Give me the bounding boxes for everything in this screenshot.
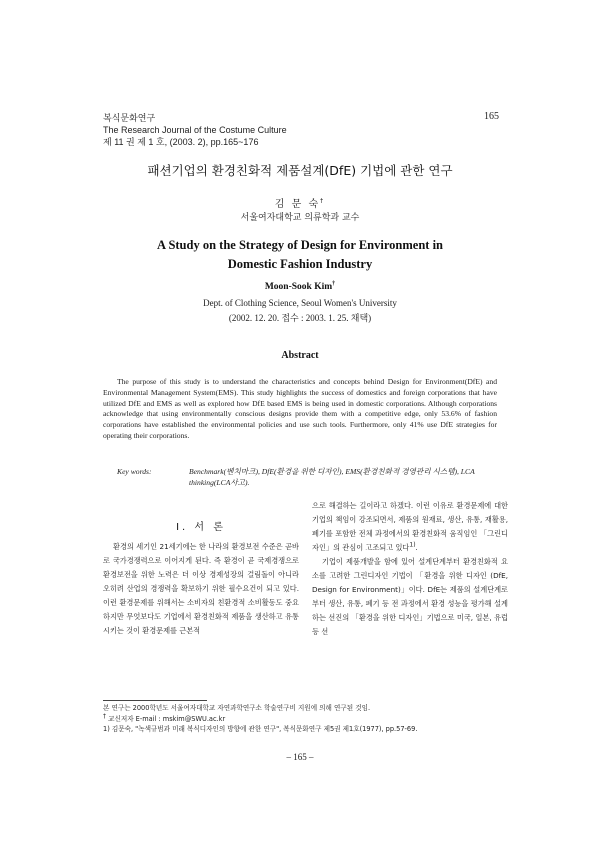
page-number-top: 165 xyxy=(484,111,499,122)
section-heading-introduction: Ⅰ. 서 론 xyxy=(176,522,226,533)
volume-info: 제 11 권 제 1 호, (2003. 2), pp.165~176 xyxy=(103,137,259,147)
keywords-label: Key words: xyxy=(117,467,152,476)
journal-name-en: The Research Journal of the Costume Culture xyxy=(103,125,287,135)
keywords-line1: Benchmark(벤치마크), DfE(환경을 위한 디자인), EMS(환경친화적 경영관리 시스템), LCA xyxy=(189,467,475,476)
body-paragraph: 으로 해결하는 길이라고 하겠다. 이런 이유로 환경문제에 대한 기업의 책임이 강조되면서, 제품의 원재료, 생산, 유통, 재활용, 폐기를 포함한 전체 과정에서의 환경친화적 움직임인 「그린디자인」의 관심이 고조되고 있다$^{1)}$. xyxy=(312,501,508,552)
keywords-line2: thinking(LCA사고). xyxy=(189,478,250,487)
body-paragraph: 환경의 세기인 21세기에는 한 나라의 환경보전 수준은 곧바로 국가경쟁력으로 이어지게 된다. 즉 환경이 곧 국제경쟁으로 환경보전을 위한 노력은 더 이상 경제성장의 걸림돌이 아니라 오히려 산업의 경쟁력을 확보하기 위한 필수요건이 되고 있다. 이런 환경문제를 위해서는 소비자의 친환경적 소비활동도 중요하지만 무엇보다도 기업에서 환경친화적 제품을 생산하고 유통시키는 것이 환경문제를 근본적 xyxy=(103,542,299,635)
received-accepted-dates: (2002. 12. 20. 접수 : 2003. 1. 25. 채택) xyxy=(228,313,372,323)
footnote-funding: 본 연구는 2000학년도 서울여자대학교 자연과학연구소 학술연구비 지원에 의해 연구된 것임. xyxy=(103,704,371,712)
body-column-right xyxy=(312,499,508,639)
footnotes xyxy=(103,703,503,735)
paper-title-en-line2: Domestic Fashion Industry xyxy=(227,257,373,271)
abstract-text: The purpose of this study is to understand the characteristics and concepts behind Design for Environment(DfE) and Environmental Management System(EMS). This study highlights the success of domestics and foreign corporations that have utilized DfE and EMS as well as explored how DfE based EMS is being used in domestic corporations. Although corporations acknowledge that using environmentally conscious designs provide them with a competitive edge, only 53.6% of fashion corporations have established the environmental policies and use such tools. Furthermore, only 41% use DfE strategies for operating their corporations. xyxy=(103,377,497,440)
footnote-divider xyxy=(103,700,207,701)
body-column-left xyxy=(103,540,299,638)
affiliation-en: Dept. of Clothing Science, Seoul Women's University xyxy=(203,298,397,308)
body-paragraph: 기업이 제품개발을 함에 있어 설계단계부터 환경친화적 요소를 고려한 그린디자인 기법이 「환경을 위한 디자인 (DfE, Design for Environment)」이다. DfE는 제품의 설계단계로부터 생산, 유통, 폐기 등 전 과정에서 환경 성능을 평가해 설계하는 선진의 「환경을 위한 디자인」기법으로 미국, 일본, 유럽 등 선 xyxy=(312,557,508,636)
footnote-mark: † xyxy=(103,712,106,720)
page-number-bottom: – 165 – xyxy=(286,752,314,762)
paper-title-ko: 패션기업의 환경친화적 제품설계(DfE) 기법에 관한 연구 xyxy=(147,163,453,178)
affiliation-ko: 서울여자대학교 의류학과 교수 xyxy=(240,213,360,223)
footnote-reference: 1) xyxy=(409,541,416,549)
paper-title-en-line1: A Study on the Strategy of Design for Environment in xyxy=(156,238,444,252)
footnote-reference-1: 1) 김문숙, "녹색규범과 미래 복식디자인의 방향에 관한 연구", 복식문화연구 제5권 제1호(1977), pp.57-69. xyxy=(103,725,418,733)
footnote-contact: † 교신저자 E-mail : mskim@SWU.ac.kr xyxy=(103,712,226,723)
keywords xyxy=(117,466,495,488)
corresponding-author-mark-en: † xyxy=(332,280,336,287)
journal-name-ko: 복식문화연구 xyxy=(103,113,156,123)
corresponding-author-mark: † xyxy=(320,197,326,205)
abstract-heading: Abstract xyxy=(281,350,319,361)
author-name-en: Moon-Sook Kim† xyxy=(264,280,336,292)
author-name-ko: 김 문 숙† xyxy=(274,197,326,210)
abstract-body xyxy=(103,377,497,442)
paper-title-en xyxy=(0,236,600,274)
journal-header xyxy=(103,112,287,148)
